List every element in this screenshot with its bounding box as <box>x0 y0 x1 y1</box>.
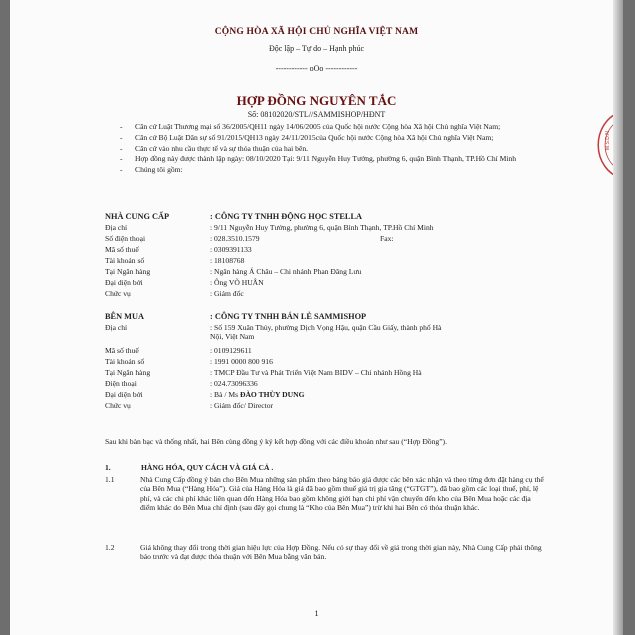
fax-label: Fax: <box>380 234 394 243</box>
basis-item: - Căn cứ vào nhu cầu thực tế và sự thỏa thuận của hai bên. <box>120 143 309 153</box>
contract-number: Số: 08102020/STL//SAMMISHOP/HĐNT <box>247 110 386 119</box>
buyer-row: Điện thoại : 024.73096336 <box>105 379 258 388</box>
nation-header: CỘNG HÒA XÃ HỘI CHỦ NGHĨA VIỆT NAM <box>214 27 419 37</box>
page-edge-shadow <box>613 0 623 635</box>
supplier-name-row <box>105 212 525 222</box>
page-number: 1 <box>314 608 319 618</box>
basis-item: - Căn cứ Luật Thương mại số 36/2005/QH11 ngày 14/06/2005 của Quốc hội nước Cộng hòa Xã hội Chủ nghĩa Việt Nam; <box>120 122 501 131</box>
contract-title: HỢP ĐỒNG NGUYÊN TẮC <box>236 93 397 108</box>
supplier-row: Tại Ngân hàng : Ngân hàng Á Châu – Chi nhánh Phan Đăng Lưu <box>105 267 362 276</box>
motto: Độc lập – Tự do – Hạnh phúc <box>268 44 365 53</box>
legal-bases <box>115 122 535 176</box>
supplier-row: Tài khoản số : 18108768 <box>105 256 245 265</box>
buyer-heading: BÊN MUA <box>105 312 144 321</box>
clause: 1.2 Giá không thay đổi trong thời gian hiệu lực của Hợp Đồng. Nếu có sự thay đổi về giá trong thời gian này, Nhà Cung Cấp phải thông báo trước và đạt được thỏa thuận với Bên Mua bằng văn bản. <box>105 543 542 562</box>
clause: 1.1 Nhà Cung Cấp đồng ý bán cho Bên Mua những sản phẩm theo bảng báo giá được các bên xác nhận và theo từng đơn đặt hàng cụ thể của Bên Mua (“Hàng Hóa”). Giá của Hàng Hóa là giá đã bao gồm thuế giá trị gia tăng (“GTGT”), đã bao gồm các loại thuế, phí, lệ phí, và các chi phí khác liên quan đến Hàng Hóa bao gồm không giới hạn chi phí vận chuyển đến kho của Bên Mua hoặc các địa điểm khác do Bên Mua chỉ định (sau đây gọi chung là “Kho của Bên Mua”) trừ khi hai Bên có thỏa thuận khác. <box>105 475 544 512</box>
basis-item: - Căn cứ Bộ Luật Dân sự số 91/2015/QH13 ngày 24/11/2015của Quốc hội nước Cộng hòa Xã hội Chủ nghĩa Việt Nam; <box>120 132 494 142</box>
supplier-name: : CÔNG TY TNHH ĐỘNG HỌC STELLA <box>210 212 362 221</box>
buyer-row: Địa chỉ : Số 159 Xuân Thủy, phường Dịch Vọng Hậu, quận Cầu Giấy, thành phố Hà Nội, Việt Nam <box>105 323 442 342</box>
buyer-row: Mã số thuế : 0109129611 <box>105 346 252 355</box>
section-heading: 1. HÀNG HÓA, QUY CÁCH VÀ GIÁ CẢ . <box>105 463 274 472</box>
intro-paragraph: Sau khi bàn bạc và thống nhất, hai Bên cùng đồng ý ký kết hợp đồng với các điều khoản như sau (“Hợp Đồng”). <box>105 437 447 446</box>
buyer-row: Tài khoản số : 1991 0000 800 916 <box>105 357 273 366</box>
separator: ------------ oOo ------------ <box>275 64 358 73</box>
contract-page <box>10 0 623 635</box>
buyer-name: : CÔNG TY TNHH BÁN LẺ SAMMISHOP <box>210 312 367 321</box>
supplier-row: Số điện thoại : 028.3510.1579 Fax: <box>105 234 394 243</box>
buyer-row: Chức vụ : Giám đốc/ Director <box>105 401 274 410</box>
supplier-row: Địa chỉ : 9/11 Nguyễn Huy Tưởng, phường 6, quận Bình Thạnh, TP.Hồ Chí Minh <box>105 223 434 232</box>
supplier-row: Mã số thuế : 0309391133 <box>105 245 252 254</box>
basis-item: - Chúng tôi gồm: <box>120 165 183 174</box>
supplier-heading: NHÀ CUNG CẤP <box>105 212 170 221</box>
buyer-row: Tại Ngân hàng : TMCP Đầu Tư và Phát Triển Việt Nam BIDV – Chi nhánh Hồng Hà <box>105 368 422 377</box>
supplier-row: Đại diện bởi : Ông VÕ HUÂN <box>105 278 264 287</box>
basis-item: - Hợp đồng này được thành lập ngày: 08/10/2020 Tại: 9/11 Nguyễn Huy Tưởng, phường 6, quận Bình Thạnh, TP.Hồ Chí Minh <box>120 154 517 164</box>
buyer-row: Đại diện bởi : Bà / Ms ĐÀO THÙY DUNG <box>105 390 305 399</box>
svg-text:M.S.D.N: M.S.D.N <box>605 131 611 150</box>
buyer-name-row <box>105 312 525 322</box>
supplier-row: Chức vụ : Giám đốc <box>105 289 244 298</box>
